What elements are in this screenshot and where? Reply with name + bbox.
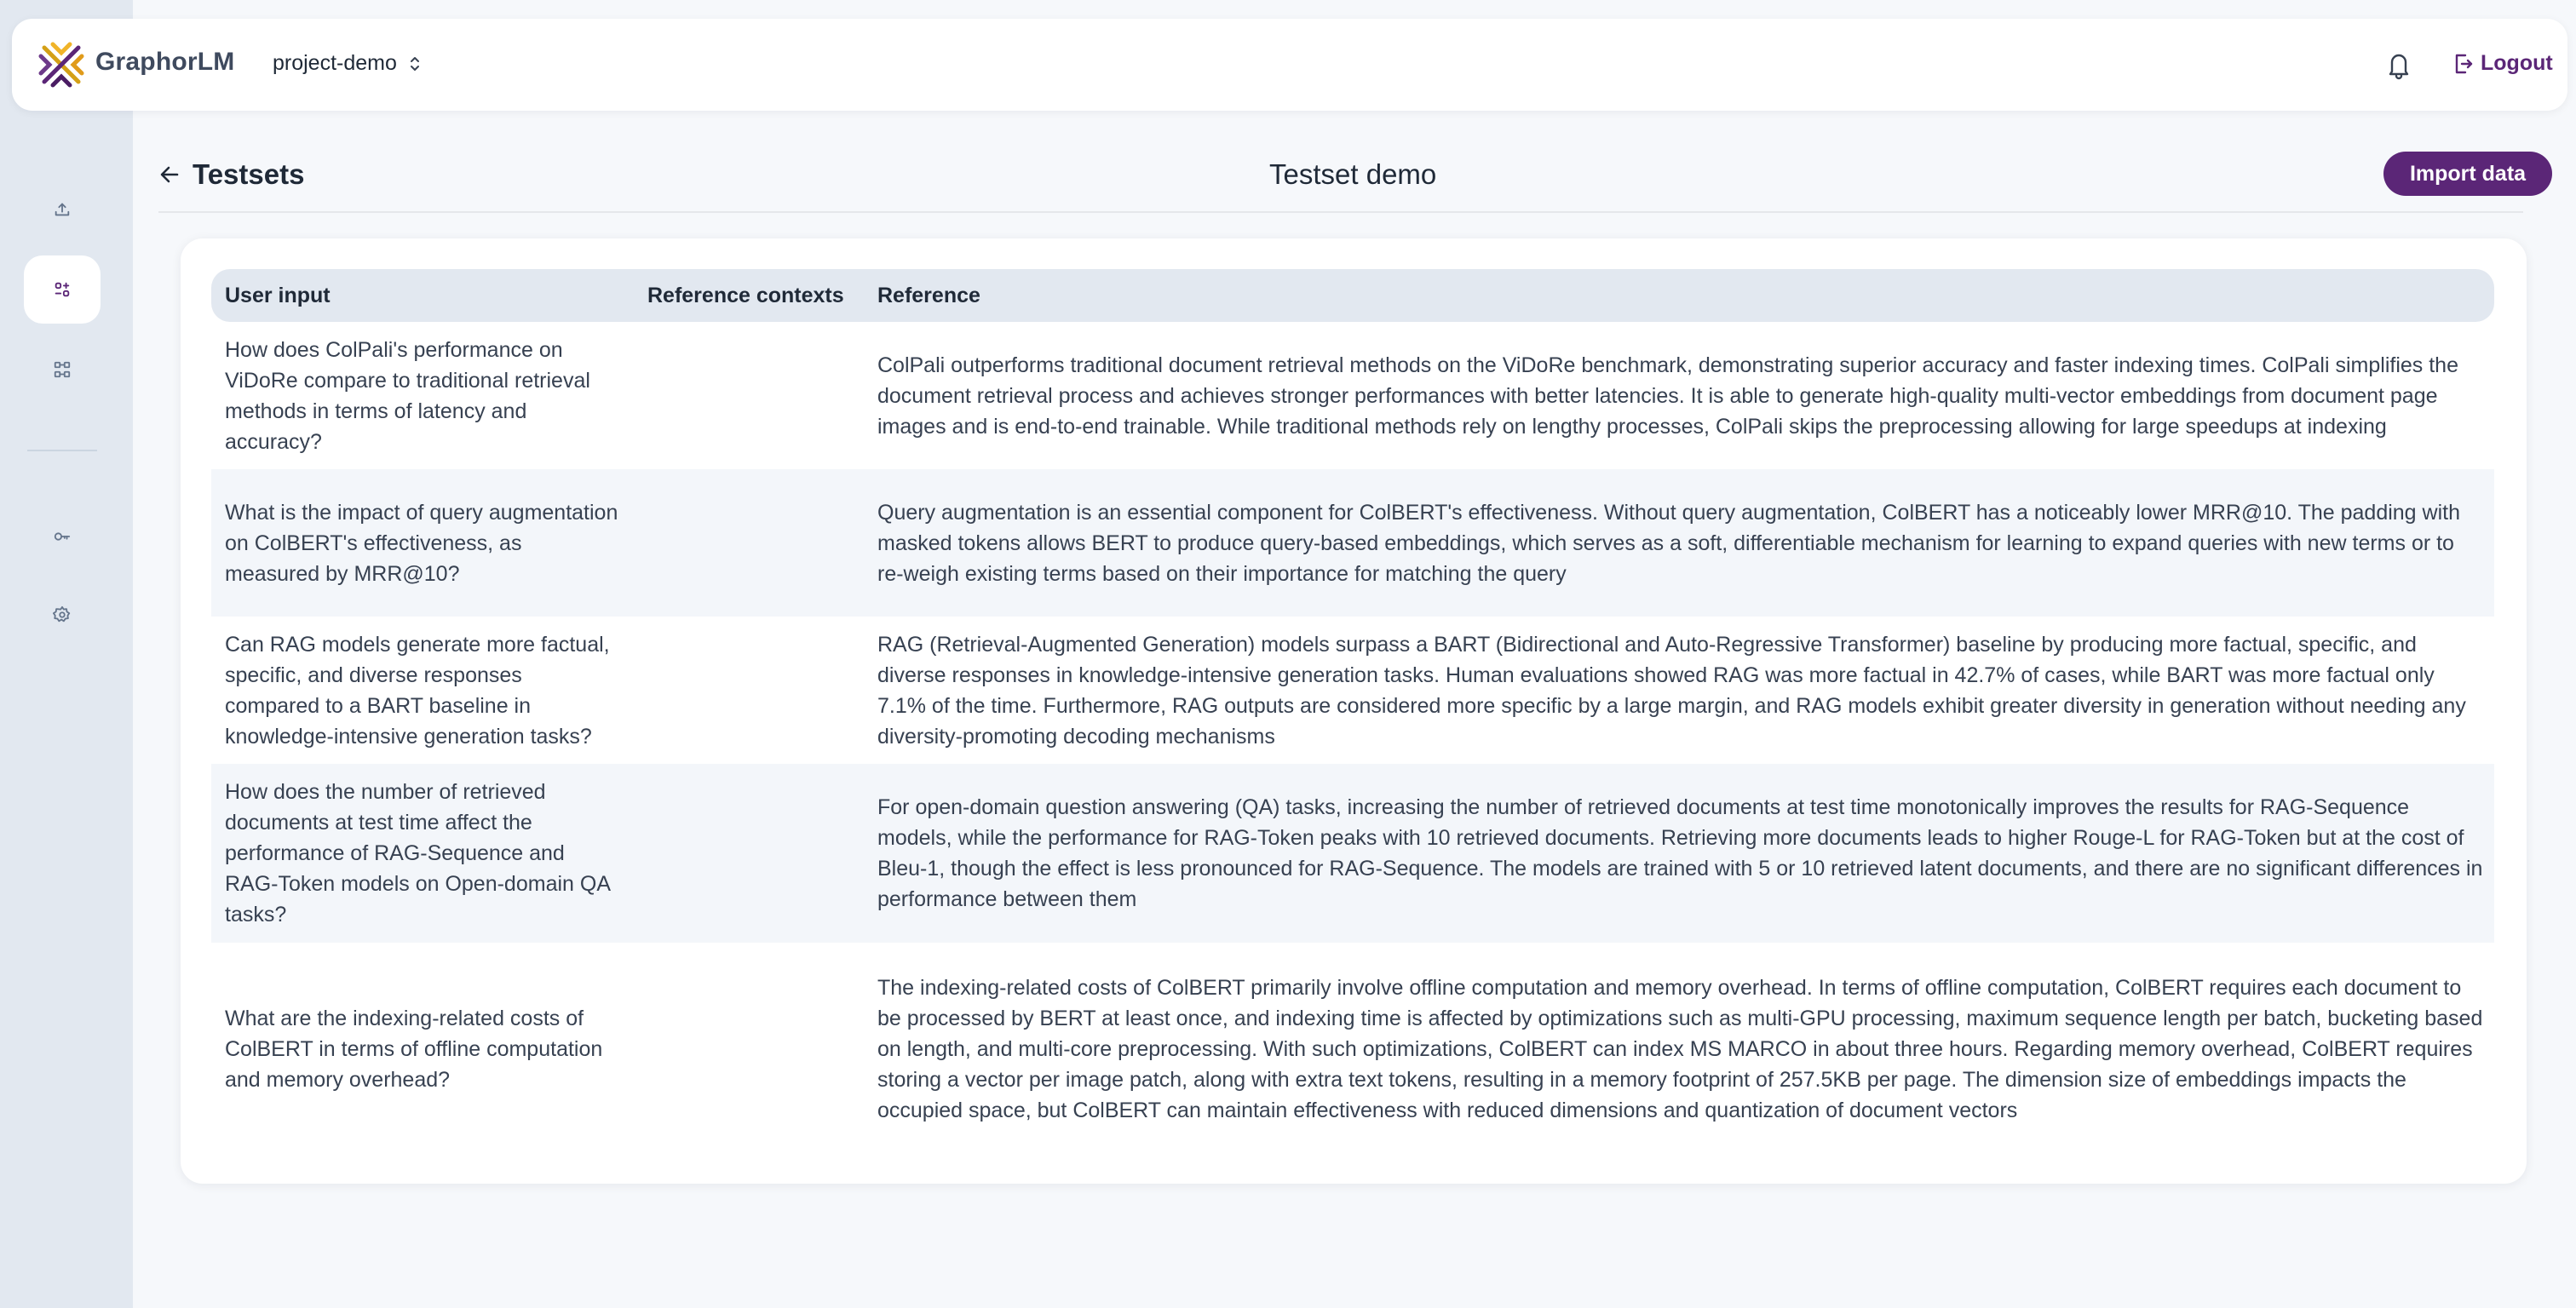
sidebar-item-upload[interactable] <box>24 175 101 244</box>
top-bar <box>12 19 2567 111</box>
header-reference: Reference <box>877 283 980 307</box>
sidebar-item-api-keys[interactable] <box>24 502 101 571</box>
key-icon <box>53 527 72 546</box>
graphorlm-logo-icon[interactable] <box>36 39 87 90</box>
cell-user-input: Can RAG models generate more factual, specific, and diverse responses compared to a BART baseline in knowledge-intensive generation tasks? <box>225 632 610 749</box>
cell-user-input: What is the impact of query augmentation on ColBERT's effectiveness, as measured by MRR@10? <box>225 500 618 586</box>
cell-reference: For open-domain question answering (QA) tasks, increasing the number of retrieved documents at test time monotonically improves the results for RAG-Sequence models, while the performance for RAG-Token peaks with 10 retrieved documents. Retrieving more documents leads to higher Rouge-L for RAG-Token but at the cost of Bleu-1, though the effect is less pronounced for RAG-Sequence. The models are trained with 5 or 10 retrieved latent documents, and there are no significant differences in performance between them <box>877 795 2483 911</box>
sidebar-item-flows[interactable] <box>24 336 101 404</box>
header-user-input: User input <box>225 283 331 307</box>
table-row[interactable] <box>211 764 2494 943</box>
sidebar-divider <box>27 450 97 451</box>
flow-icon <box>53 360 72 379</box>
sidebar-item-settings[interactable] <box>24 581 101 649</box>
testsets-icon <box>53 280 72 299</box>
notification-bell-icon[interactable] <box>2385 49 2412 80</box>
back-to-testsets[interactable] <box>158 158 304 191</box>
cell-user-input: How does the number of retrieved documents at test time affect the performance of RAG-Sequence and RAG-Token models on Open-domain QA tasks? <box>225 780 610 926</box>
settings-icon <box>53 605 72 624</box>
sidebar-item-testsets[interactable] <box>24 255 101 324</box>
upload-icon <box>53 200 72 219</box>
cell-reference: The indexing-related costs of ColBERT primarily involve offline computation and memory overhead. In terms of offline computation, ColBERT requires each document to be processed by BERT at least once, and indexing time is affected by optimizations such as multi-GPU processing, maximum sequence length per batch, bucketing based on length, and multi-core preprocessing. With such optimizations, ColBERT can index MS MARCO in about three hours. Regarding memory overhead, ColBERT requires storing a vector per image patch, along with extra text tokens, resulting in a memory footprint of 257.5KB per page. The dimension size of embeddings impacts the occupied space, but ColBERT can maintain effectiveness with reduced dimensions and quantization of document vectors <box>877 976 2483 1122</box>
back-title: Testsets <box>193 158 305 190</box>
table-row[interactable] <box>211 943 2494 1156</box>
project-name: project-demo <box>273 51 397 75</box>
table-row[interactable] <box>211 322 2494 469</box>
chevron-up-down-icon <box>407 54 423 73</box>
cell-user-input: What are the indexing-related costs of ColBERT in terms of offline computation and memory overhead? <box>225 1007 603 1092</box>
table-header <box>211 269 2494 322</box>
cell-reference: ColPali outperforms traditional document retrieval methods on the ViDoRe benchmark, demonstrating superior accuracy and faster indexing times. ColPali simplifies the document retrieval process and achieves stronger performances with better latencies. It is able to generate high-quality multi-vector embeddings from document page images and is end-to-end trainable. While traditional methods rely on lengthy processes, ColPali skips the preprocessing allowing for large speedups at indexing <box>877 353 2458 439</box>
logout-icon <box>2453 53 2474 75</box>
cell-reference: RAG (Retrieval-Augmented Generation) models surpass a BART (Bidirectional and Auto-Regressive Transformer) baseline by producing more factual, specific, and diverse responses in knowledge-intensive generation tasks. Human evaluations showed RAG was more factual in 42.7% of cases, while BART was more factual only 7.1% of the time. Furthermore, RAG outputs are considered more specific by a large margin, and RAG models exhibit greater diversity in generation without needing any diversity-promoting decoding mechanisms <box>877 632 2466 749</box>
testset-table <box>211 269 2494 1156</box>
table-row[interactable] <box>211 469 2494 617</box>
header-reference-contexts: Reference contexts <box>647 283 844 307</box>
logout-label: Logout <box>2481 51 2553 75</box>
import-data-button[interactable]: Import data <box>2383 152 2552 196</box>
header-divider <box>158 211 2523 213</box>
brand-name: GraphorLM <box>95 48 235 76</box>
cell-user-input: How does ColPali's performance on ViDoRe compare to traditional retrieval methods in terms of latency and accuracy? <box>225 337 590 454</box>
table-row[interactable] <box>211 617 2494 764</box>
arrow-left-icon <box>158 164 181 186</box>
page-title: Testset demo <box>1269 158 1437 190</box>
sidebar <box>0 0 133 1308</box>
testset-table-card <box>181 238 2527 1184</box>
cell-reference: Query augmentation is an essential component for ColBERT's effectiveness. Without query augmentation, ColBERT has a noticeably lower MRR@10. The padding with masked tokens allows BERT to produce query-based embeddings, which serves as a soft, differentiable mechanism for learning to expand queries with new terms or to re-weigh existing terms based on their importance for matching the query <box>877 500 2460 586</box>
project-selector[interactable] <box>273 51 423 76</box>
logout-button[interactable] <box>2453 51 2553 76</box>
